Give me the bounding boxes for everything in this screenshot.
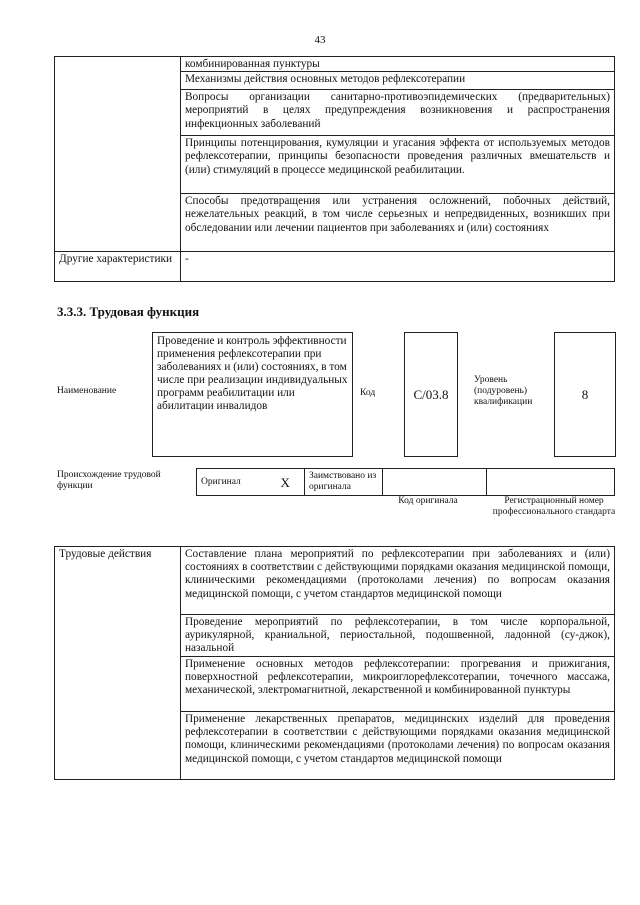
knowledge-item: Принципы потенцирования, кумуляции и угасания эффекта от используемых методов рефлексотерапии, принципы безопасности проведения различных вмешательств и (или) стимуляций в процессе медицинской реабилитации. bbox=[181, 136, 615, 194]
other-characteristics-label: Другие характеристики bbox=[55, 252, 181, 282]
knowledge-item: Способы предотвращения или устранения осложнений, побочных действий, нежелательных реакций, в том числе серьезных и непредвиденных, возникших при обследовании или лечении пациентов при заболеваниях и (или) состояниях bbox=[181, 194, 615, 252]
original-label: Оригинал bbox=[197, 469, 267, 496]
labor-actions-label: Трудовые действия bbox=[55, 547, 181, 780]
labor-action-item: Составление плана мероприятий по рефлексотерапии при заболеваниях и (или) состояниях в соответствии с действующими порядками оказания медицинской помощи, клиническими рекомендациями (протоколами лечения) по вопросам оказания медицинской помощи, с учетом стандартов медицинской помощи bbox=[181, 547, 615, 615]
qualification-level-value: 8 bbox=[581, 386, 589, 402]
origin-label: Происхождение трудовой функции bbox=[57, 470, 161, 491]
original-code-caption: Код оригинала bbox=[398, 496, 458, 506]
registration-number-cell bbox=[487, 469, 615, 496]
knowledge-item: комбинированная пунктуры bbox=[181, 57, 615, 72]
function-code-value: C/03.8 bbox=[413, 386, 449, 402]
section-heading: 3.3.3. Трудовая функция bbox=[57, 304, 200, 319]
borrowed-label: Заимствовано из оригинала bbox=[305, 469, 383, 496]
knowledge-table-continuation bbox=[54, 56, 615, 282]
code-label: Код bbox=[360, 388, 376, 398]
origin-table bbox=[196, 468, 615, 496]
function-name-box: Проведение и контроль эффективности применения рефлексотерапии при заболеваниях и (или) состояниях, в том числе при реализации индивидуальных программ реабилитации или абилитации инвалидов bbox=[152, 332, 353, 457]
name-label: Наименование bbox=[57, 386, 117, 396]
labor-action-item: Применение лекарственных препаратов, медицинских изделий для проведения рефлексотерапии в соответствии с действующими порядками оказания медицинской помощи, клиническими рекомендациями (протоколами лечения) по вопросам оказания медицинской помощи, с учетом стандартов медицинской помощи bbox=[181, 712, 615, 780]
qualification-level-label: Уровень (подуровень) квалификации bbox=[474, 375, 533, 407]
labor-actions-table bbox=[54, 546, 615, 780]
page-number: 43 bbox=[314, 34, 326, 46]
knowledge-item: Механизмы действия основных методов рефлексотерапии bbox=[181, 72, 615, 90]
labor-action-item: Применение основных методов рефлексотерапии: прогревания и прижигания, поверхностной рефлексотерапии, микроиглорефлексотерапии, точечного массажа, механической, электромагнитной, лекарственной и комбинированной пунктуры bbox=[181, 657, 615, 712]
knowledge-item: Вопросы организации санитарно-противоэпидемических (предварительных) мероприятий в целях предупреждения возникновения и распространения инфекционных заболеваний bbox=[181, 90, 615, 136]
labor-action-item: Проведение мероприятий по рефлексотерапии, в том числе корпоральной, аурикулярной, краниальной, периостальной, подошвенной, ладонной (су-джок), назальной bbox=[181, 615, 615, 657]
original-code-cell bbox=[383, 469, 487, 496]
original-mark: X bbox=[267, 469, 305, 496]
function-code-box bbox=[404, 332, 458, 457]
other-characteristics-value: - bbox=[181, 252, 615, 282]
empty-label-cell bbox=[55, 57, 181, 252]
registration-number-caption: Регистрационный номер профессионального стандарта bbox=[492, 496, 616, 517]
qualification-level-box bbox=[554, 332, 616, 457]
